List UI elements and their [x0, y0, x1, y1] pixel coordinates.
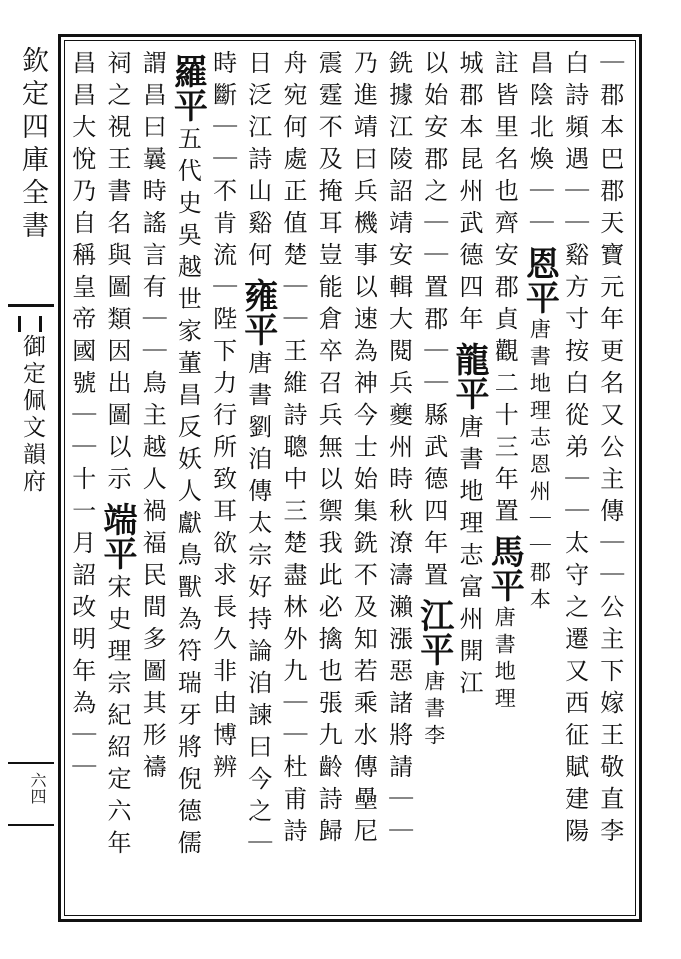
- text-column: [135, 50, 169, 910]
- page-number-rule-bottom: [8, 824, 54, 826]
- column-text: ｜郡本巴郡天寶元年更名又公主傳｜｜公主下嫁王敬直李: [595, 50, 624, 850]
- text-column: [276, 50, 310, 910]
- text-column: [206, 50, 240, 910]
- text-column: [311, 50, 345, 910]
- column-text: 唐書地理志富州開江: [455, 414, 483, 702]
- text-column: [65, 50, 99, 910]
- text-column: [382, 50, 416, 910]
- text-column: [167, 50, 208, 910]
- column-text: 銑據江陵詔靖安輯大閱兵夔州時秋潦濤瀨漲惡諸將請｜｜: [384, 50, 413, 850]
- fishtail-mark: [18, 316, 42, 332]
- column-text: 齊安郡貞觀二十三年置: [490, 210, 519, 530]
- annotation-text: 唐書李: [421, 670, 446, 751]
- text-column: [413, 50, 454, 910]
- column-text: 時斷｜｜不肯流: [208, 50, 237, 274]
- series-title: 欽定四庫全書: [17, 46, 48, 244]
- heading-phrase: 馬平: [484, 534, 525, 602]
- page-number-rule-top: [8, 762, 54, 764]
- heading-phrase: 端平: [97, 502, 137, 570]
- column-text: 白詩頻遇｜｜谿方寸按白從弟｜｜太守之遷又西征賦建陽: [560, 50, 589, 850]
- text-column: [449, 50, 489, 910]
- column-text: 宋史理宗紀紹定六年: [103, 574, 131, 862]
- column-text: 唐書劉洎傳太宗好持論洎諫曰今之｜: [243, 350, 272, 862]
- heading-phrase: 江平: [413, 598, 454, 666]
- page-number: 六四: [28, 772, 47, 804]
- text-column: [97, 50, 137, 910]
- column-text: 昌陰北煥｜｜: [525, 50, 554, 242]
- text-column: [484, 50, 525, 910]
- column-text: ｜陛下力行所致耳欲求長久非由博辨: [208, 274, 237, 786]
- column-text: 城郡本昆州武德四年: [455, 50, 483, 338]
- text-column: [558, 50, 592, 910]
- column-text: 日泛江詩山谿何: [243, 50, 272, 274]
- column-text: 註皆里名也: [490, 50, 519, 210]
- column-text: 祠之視王書名與圖類因出圖以示: [103, 50, 131, 498]
- column-text: 昌昌大悅乃自稱皇帝國號｜｜: [67, 50, 96, 466]
- annotation-text: 唐書地理志恩州｜｜郡本: [527, 318, 552, 615]
- page-margin-strip: [0, 34, 58, 922]
- column-text: 十一月詔改明年為｜｜: [67, 466, 96, 786]
- text-column: [593, 50, 627, 910]
- text-column: [346, 50, 380, 910]
- column-text: 五代史吳越世家董昌反妖人獻鳥獸為符瑞牙將倪德儒: [173, 126, 202, 862]
- column-text: 以始安郡之｜｜置: [419, 50, 448, 306]
- heading-phrase: 龍平: [449, 342, 489, 410]
- heading-phrase: 羅平: [167, 54, 208, 122]
- heading-phrase: 恩平: [519, 246, 560, 314]
- text-column: [519, 50, 560, 910]
- heading-phrase: 雍平: [237, 278, 278, 346]
- annotation-text: 唐書地理: [492, 606, 517, 714]
- margin-divider: [8, 304, 54, 307]
- column-text: 乃進靖曰兵機事以速為神今士始集銑不及知若乘水傳壘尼: [349, 50, 378, 850]
- book-title: 御定佩文韻府: [19, 334, 45, 496]
- column-text: 謂昌曰曩時謠言有｜｜鳥主越人禍福民間多圖其形禱: [138, 50, 167, 786]
- column-text: 舟宛何處正值楚｜｜王維詩聰中三楚盡林外九｜｜杜甫詩: [279, 50, 307, 850]
- text-column: [237, 50, 278, 910]
- column-text: 郡｜｜縣武德四年置: [419, 306, 448, 594]
- column-text: 震霆不及掩耳豈能倉卒召兵無以禦我此必擒也張九齡詩歸: [314, 50, 343, 850]
